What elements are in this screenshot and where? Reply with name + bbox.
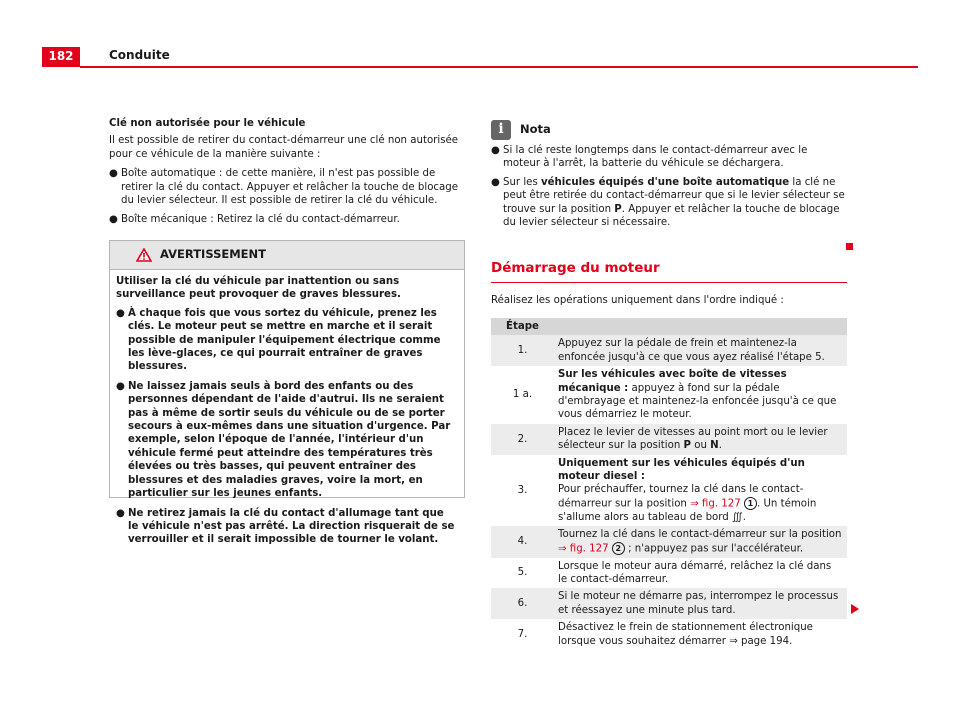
chapter-title: Conduite: [109, 48, 170, 62]
section-end-marker: [846, 243, 853, 250]
callout-1: 1: [744, 497, 757, 510]
table-row: 1 a. Sur les véhicules avec boîte de vitesses mécanique : appuyez à fond sur la pédale d'embrayage et maintenez-la enfoncée jusqu'à ce que vous démarriez le moteur.: [491, 366, 847, 424]
heading-rule: [491, 282, 847, 283]
continue-arrow-icon: [851, 604, 859, 614]
table-header-step: Étape: [506, 321, 539, 332]
list-item: ● Sur les véhicules équipés d'une boîte automatique la clé ne peut être retirée du contact-démarreur que si le levier sélecteur se trouve sur la position P. Appuyer et relâcher la touche de blocage du levier sélecteur si nécessaire.: [491, 176, 845, 229]
table-row: 3. Uniquement sur les véhicules équipés d'un moteur diesel : Pour préchauffer, tournez la clé dans le contact-démarreur sur la position ⇒ fig. 127 1 . Un témoin s'allume alors au tableau de bord ∭.: [491, 455, 847, 527]
key-section: [109, 117, 464, 233]
list-item: ● Si la clé reste longtemps dans le contact-démarreur avec le moteur à l'arrêt, la batterie du véhicule se déchargera.: [491, 145, 808, 170]
table-header-row: [491, 318, 847, 335]
warning-body: [110, 270, 464, 547]
preheat-icon: ∭: [732, 511, 743, 523]
list-item: ● Ne laissez jamais seuls à bord des enfants ou des personnes dépendant de l'aide d'autrui. Ils ne seraient pas à même de sortir seuls du véhicule ou de se porter secours à eux-mêmes dans une situation d'urgence. Par exemple, selon l'époque de l'année, l'intérieur d'un véhicule fermé peut atteindre des températures très élevées ou très basses, qui peuvent entraîner des blessures et des maladies graves, voire la mort, en particulier sur les jeunes enfants.: [116, 380, 451, 500]
table-row: 4. Tournez la clé dans le contact-démarreur sur la position ⇒ fig. 127 2 ; n'appuyez pas sur l'accélérateur.: [491, 526, 847, 557]
page-number: 182: [42, 47, 80, 67]
table-row: 7. Désactivez le frein de stationnement électronique lorsque vous souhaitez démarrer ⇒ page 194.: [491, 619, 847, 650]
section-title: Clé non autorisée pour le véhicule: [109, 118, 306, 129]
steps-table: [491, 318, 847, 650]
list-item: ● Boîte mécanique : Retirez la clé du contact-démarreur.: [109, 214, 400, 226]
warning-intro: Utiliser la clé du véhicule par inattention ou sans surveillance peut provoquer de graves blessures.: [116, 276, 401, 301]
figure-link[interactable]: ⇒ fig. 127: [558, 543, 609, 555]
section-intro: Réalisez les opérations uniquement dans l'ordre indiqué :: [491, 295, 784, 306]
figure-link[interactable]: ⇒ fig. 127: [690, 498, 741, 510]
table-row: 2. Placez le levier de vitesses au point mort ou le levier sélecteur sur la position P ou N.: [491, 424, 847, 455]
section-heading: Démarrage du moteur: [491, 260, 660, 276]
callout-2: 2: [612, 542, 625, 555]
table-row: 6. Si le moteur ne démarre pas, interrompez le processus et réessayez une minute plus tard.: [491, 588, 847, 619]
info-icon: i: [491, 120, 511, 140]
section-intro: Il est possible de retirer du contact-démarreur une clé non autorisée pour ce véhicule de la manière suivante :: [109, 135, 459, 160]
list-item: ● Ne retirez jamais la clé du contact d'allumage tant que le véhicule n'est pas arrêté. La direction risquerait de se verrouiller et il serait impossible de tourner le volant.: [116, 507, 455, 546]
table-row: 1. Appuyez sur la pédale de frein et maintenez-la enfoncée jusqu'à ce que vous ayez réalisé l'étape 5.: [491, 335, 847, 366]
note-title: Nota: [520, 122, 551, 137]
header-rule: [80, 66, 918, 68]
warning-title: AVERTISSEMENT: [160, 247, 267, 262]
list-item: ● Boîte automatique : de cette manière, il n'est pas possible de retirer la clé du contact. Appuyer et relâcher la touche de blocage du levier sélecteur. Il est possible de retirer la clé du véhicule.: [109, 168, 459, 207]
table-row: 5. Lorsque le moteur aura démarré, relâchez la clé dans le contact-démarreur.: [491, 558, 847, 589]
note-box: [491, 120, 847, 234]
warning-header: [110, 241, 464, 270]
list-item: ● À chaque fois que vous sortez du véhicule, prenez les clés. Le moteur peut se mettre en marche et il serait possible de manipuler l'équipement électrique comme les lève-glaces, ce qui pourrait entraîner de graves blessures.: [116, 307, 441, 373]
warning-box: [109, 240, 465, 546]
warning-icon: [136, 248, 152, 262]
